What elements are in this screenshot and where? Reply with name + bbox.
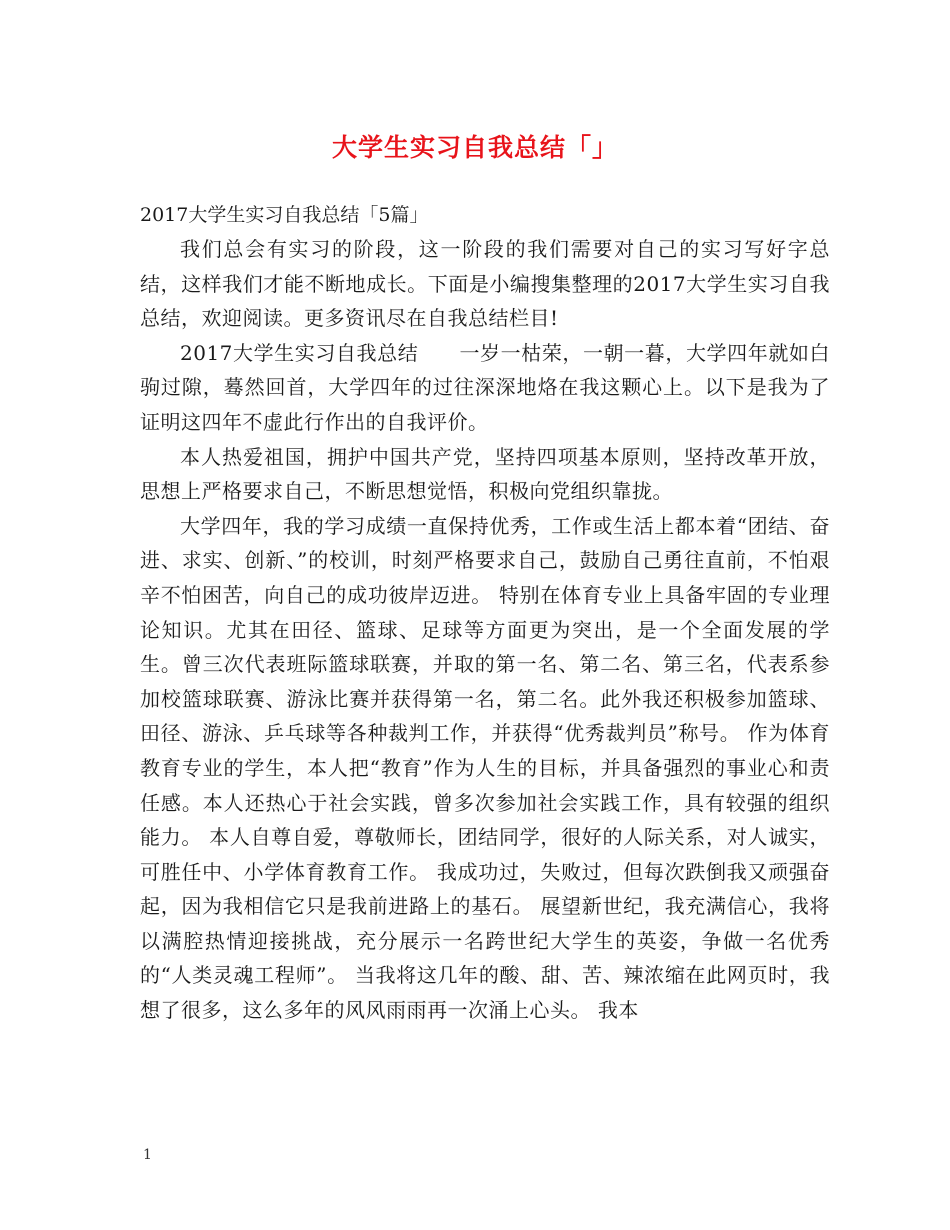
document-subtitle: 2017大学生实习自我总结「5篇」 xyxy=(140,204,429,226)
paragraph-intro: 我们总会有实习的阶段，这一阶段的我们需要对自己的实习写好字总结，这样我们才能不断地成长。下面是小编搜集整理的2017大学生实习自我总结，欢迎阅读。更多资讯尽在自我总结栏目! xyxy=(140,237,830,331)
document-title: 大学生实习自我总结「」 xyxy=(331,133,618,162)
paragraph-study: 大学四年，我的学习成绩一直保持优秀，工作或生活上都本着“团结、奋进、求实、创新、”的校训，时刻严格要求自己，鼓励自己勇往直前，不怕艰辛不怕困苦，向自己的成功彼岸迈进。 特别在体育专业上具备牢固的专业理论知识。尤其在田径、篮球、足球等方面更为突出，是一个全面发展的学生。曾三次代表班际篮球联赛，并取的第一名、第二名、第三名，代表系参加校篮球联赛、游泳比赛并获得第一名，第二名。此外我还积极参加篮球、田径、游泳、乒乓球等各种裁判工作，并获得“优秀裁判员”称号。 作为体育教育专业的学生，本人把“教育”作为人生的目标，并具备强烈的事业心和责任感。本人还热心于社会实践，曾多次参加社会实践工作，具有较强的组织能力。 本人自尊自爱，尊敬师长，团结同学，很好的人际关系，对人诚实，可胜任中、小学体育教育工作。 我成功过，失败过，但每次跌倒我又顽强奋起，因为我相信它只是我前进路上的基石。 展望新世纪，我充满信心，我将以满腔热情迎接挑战，充分展示一名跨世纪大学生的英姿，争做一名优秀的“人类灵魂工程师”。 当我将这几年的酸、甜、苦、辣浓缩在此网页时，我想了很多，这么多年的风风雨雨再一次涌上心头。 我本 xyxy=(140,513,830,1023)
document-body xyxy=(140,198,830,1028)
page-number: 1 xyxy=(143,1147,152,1163)
paragraph-opening: 2017大学生实习自我总结 一岁一枯荣，一朝一暮，大学四年就如白驹过隙，蓦然回首，大学四年的过往深深地烙在我这颗心上。以下是我为了证明这四年不虚此行作出的自我评价。 xyxy=(140,340,830,434)
paragraph-political: 本人热爱祖国，拥护中国共产党，坚持四项基本原则，坚持改革开放，思想上严格要求自己，不断思想觉悟，积极向党组织靠拢。 xyxy=(140,444,830,504)
